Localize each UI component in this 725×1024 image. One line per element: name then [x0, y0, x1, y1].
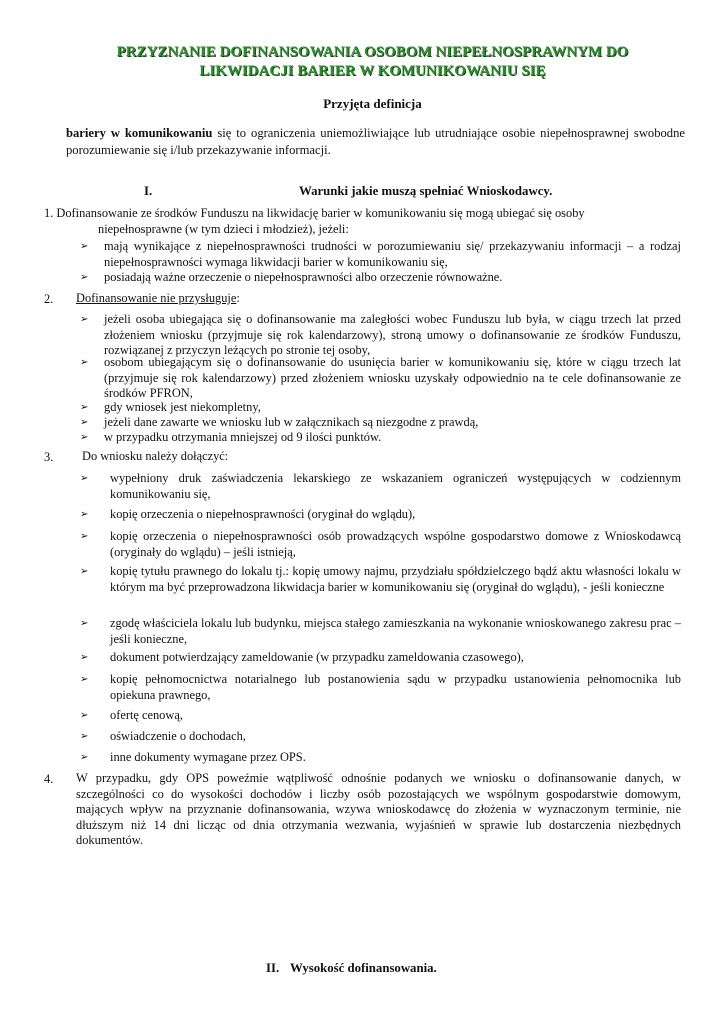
point-2-heading: Dofinansowanie nie przysługuje — [76, 291, 237, 305]
point-3-bullet: kopię orzeczenia o niepełnosprawności osób prowadzących wspólne gospodarstwo domowe z Wnioskodawcą (oryginały do wglądu) – jeśli istnieją, — [110, 529, 681, 559]
arrow-bullet-icon: ➢ — [80, 566, 89, 577]
point-2-bullet: jeżeli osoba ubiegająca się o dofinansowanie ma zaległości wobec Funduszu lub była, w ciągu trzech lat przed złożeniem wniosku (przyjmuje się rok kalendarzowy), stroną umowy o dofinansowanie ze środków Funduszu, rozwiązanej z przyczyn leżących po stronie tej osoby, — [104, 312, 681, 358]
arrow-bullet-icon: ➢ — [80, 618, 89, 629]
arrow-bullet-icon: ➢ — [80, 314, 89, 325]
point-3-bullet: kopię pełnomocnictwa notarialnego lub postanowienia sądu w przypadku ustanowienia pełnomocnika lub opiekuna prawnego, — [110, 672, 681, 702]
point-3-text: Do wniosku należy dołączyć: — [82, 449, 229, 463]
point-2-text — [76, 291, 676, 307]
point-2-bullet: osobom ubiegającym się o dofinansowanie do usunięcia barier w komunikowaniu się, które w ciągu trzech lat (przyjmuje się rok kalendarzowy) przed złożeniem wniosku uzyskały odpowiednio na te cele dofinansowanie ze środków PFRON, — [104, 355, 681, 401]
section-1-numeral: I. — [144, 184, 153, 198]
arrow-bullet-icon: ➢ — [80, 674, 89, 685]
section-2-numeral: II. — [266, 961, 280, 975]
arrow-bullet-icon: ➢ — [80, 432, 89, 443]
arrow-bullet-icon: ➢ — [80, 509, 89, 520]
point-3-bullet: inne dokumenty wymagane przez OPS. — [110, 750, 306, 764]
point-2-bullet: w przypadku otrzymania mniejszej od 9 ilości punktów. — [104, 430, 382, 444]
arrow-bullet-icon: ➢ — [80, 473, 89, 484]
point-3-bullet: wypełniony druk zaświadczenia lekarskiego ze wskazaniem ograniczeń występujących w codziennym komunikowaniu się, — [110, 471, 681, 501]
arrow-bullet-icon: ➢ — [80, 241, 89, 252]
document-title — [60, 43, 685, 81]
arrow-bullet-icon: ➢ — [80, 752, 89, 763]
point-1-bullet: posiadają ważne orzeczenie o niepełnosprawności albo orzeczenie równoważne. — [104, 270, 503, 284]
point-2-bullet: jeżeli dane zawarte we wniosku lub w załącznikach są niezgodne z prawdą, — [104, 415, 479, 429]
arrow-bullet-icon: ➢ — [80, 357, 89, 368]
section-2-title: Wysokość dofinansowania. — [290, 961, 437, 975]
arrow-bullet-icon: ➢ — [80, 710, 89, 721]
point-1-bullet: mają wynikające z niepełnosprawności trudności w porozumiewaniu się/ przekazywaniu informacji – a rodzaj niepełnosprawności wymaga likwidacji barier w komunikowaniu się, — [104, 239, 681, 269]
point-1-text: 1. Dofinansowanie ze środków Funduszu na likwidację barier w komunikowaniu się mogą ubiegać się osoby — [44, 206, 585, 220]
arrow-bullet-icon: ➢ — [80, 272, 89, 283]
point-1-continuation: niepełnosprawne (w tym dzieci i młodzież), jeżeli: — [98, 222, 349, 236]
arrow-bullet-icon: ➢ — [80, 531, 89, 542]
point-2-bullet: gdy wniosek jest niekompletny, — [104, 400, 261, 414]
definition-heading: Przyjęta definicja — [323, 96, 422, 111]
point-3-bullet: kopię orzeczenia o niepełnosprawności (oryginał do wglądu), — [110, 507, 416, 521]
arrow-bullet-icon: ➢ — [80, 402, 89, 413]
definition-paragraph — [66, 125, 685, 158]
point-4-text: W przypadku, gdy OPS poweźmie wątpliwość odnośnie podanych we wniosku o dofinansowanie danych, w szczególności co do wysokości dochodów i liczby osób pozostających we wspólnym gospodarstwie domowym, mających wpływ na przyznanie dofinansowania, wzywa wnioskodawcę do złożenia w wyznaczonym terminie, nie dłuższym niż 14 dni licząc od dnia otrzymania wezwania, wyjaśnień w sprawie lub dostarczenia niezbędnych dokumentów. — [76, 771, 681, 848]
point-3-bullet: ofertę cenową, — [110, 708, 183, 722]
title-line-2: LIKWIDACJI BARIER W KOMUNIKOWANIU SIĘ — [199, 63, 546, 79]
point-3-bullet: zgodę właściciela lokalu lub budynku, miejsca stałego zamieszkania na wykonanie wnioskowanego zakresu prac – jeśli konieczne, — [110, 616, 681, 646]
point-3-number: 3. — [44, 450, 54, 464]
arrow-bullet-icon: ➢ — [80, 417, 89, 428]
point-3-bullet: kopię tytułu prawnego do lokalu tj.: kopię umowy najmu, przydziału spółdzielczego bądź aktu własności lokalu w którym ma być przeprowadzona likwidacja barier w komunikowaniu się (oryginał do wglądu), - jeśli konieczne — [110, 564, 681, 594]
point-3-bullet: oświadczenie o dochodach, — [110, 729, 246, 743]
arrow-bullet-icon: ➢ — [80, 652, 89, 663]
point-2-number: 2. — [44, 292, 54, 306]
point-2-colon: : — [236, 291, 240, 305]
definition-text: się to ograniczenia uniemożliwiające lub utrudniające osobie niepełnosprawnej swobodne porozumiewanie się i/lub przekazywanie informacji. — [66, 126, 685, 157]
point-4-number: 4. — [44, 772, 54, 786]
definition-term: bariery w komunikowaniu — [66, 126, 213, 140]
point-3-bullet: dokument potwierdzający zameldowanie (w przypadku zameldowania czasowego), — [110, 650, 524, 664]
arrow-bullet-icon: ➢ — [80, 731, 89, 742]
section-1-title: Warunki jakie muszą spełniać Wnioskodawcy. — [299, 184, 553, 198]
title-line-1: PRZYZNANIE DOFINANSOWANIA OSOBOM NIEPEŁNOSPRAWNYM DO — [116, 44, 629, 60]
